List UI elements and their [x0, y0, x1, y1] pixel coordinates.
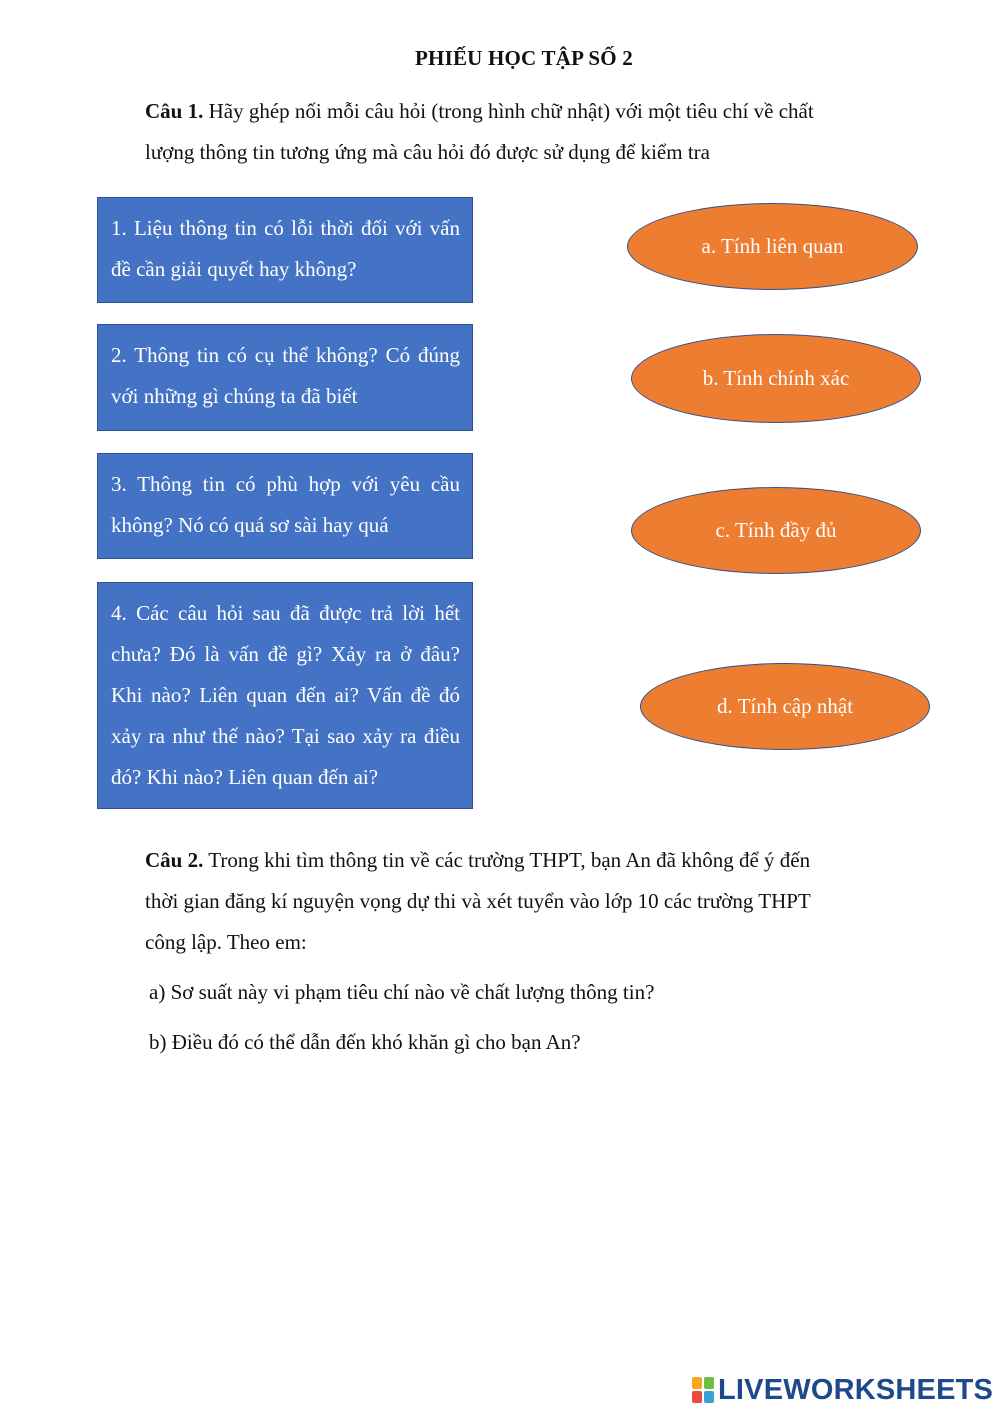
match-question-box-4[interactable]: 4. Các câu hỏi sau đã được trả lời hết chưa? Đó là vấn đề gì? Xảy ra ở đâu? Khi nào? Liên quan đến ai? Vấn đề đó xảy ra như thế nào? Tại sao xảy ra điều đó? Khi nào? Liên quan đến ai? [97, 582, 473, 809]
question-1-line-2: lượng thông tin tương ứng mà câu hỏi đó được sử dụng để kiểm tra [145, 140, 710, 164]
criterion-ellipse-c[interactable] [631, 487, 921, 574]
match-question-box-1[interactable]: 1. Liệu thông tin có lỗi thời đối với vấn đề cần giải quyết hay không? [97, 197, 473, 303]
criterion-ellipse-a[interactable] [627, 203, 918, 290]
question-1-prompt [145, 91, 945, 173]
question-1-line-1 [145, 91, 945, 132]
criterion-d-label: d. Tính cập nhật [716, 694, 854, 718]
question-2-line-2: thời gian đăng kí nguyện vọng dự thi và xét tuyển vào lớp 10 các trường THPT [145, 889, 811, 913]
question-2-part-b: b) Điều đó có thể dẫn đến khó khăn gì cho bạn An? [149, 1030, 581, 1054]
question-2-part-a: a) Sơ suất này vi phạm tiêu chí nào về chất lượng thông tin? [149, 980, 655, 1004]
question-2-prompt [145, 840, 945, 963]
criterion-b-label: b. Tính chính xác [702, 366, 850, 390]
criterion-ellipse-b[interactable] [631, 334, 921, 423]
match-question-box-3[interactable]: 3. Thông tin có phù hợp với yêu cầu không? Nó có quá sơ sài hay quá [97, 453, 473, 559]
question-1-text: Hãy ghép nối mỗi câu hỏi (trong hình chữ nhật) với một tiêu chí về chất [203, 99, 814, 123]
liveworksheets-logo-text: LIVEWORKSHEETS [718, 1373, 994, 1406]
question-1-label: Câu 1. [145, 99, 204, 123]
liveworksheets-logo-mark-icon [692, 1377, 714, 1403]
criterion-ellipse-d[interactable] [640, 663, 930, 750]
question-2-text: Trong khi tìm thông tin về các trường THPT, bạn An đã không để ý đến [203, 848, 811, 872]
question-2-line-1 [145, 840, 945, 881]
criterion-c-label: c. Tính đầy đủ [715, 518, 837, 542]
match-question-box-2[interactable]: 2. Thông tin có cụ thể không? Có đúng với những gì chúng ta đã biết [97, 324, 473, 431]
question-2-label: Câu 2. [145, 848, 204, 872]
criterion-a-label: a. Tính liên quan [701, 234, 844, 258]
liveworksheets-logo [692, 1374, 993, 1406]
question-2-line-3: công lập. Theo em: [145, 930, 307, 954]
page-title: PHIẾU HỌC TẬP SỐ 2 [415, 46, 633, 70]
